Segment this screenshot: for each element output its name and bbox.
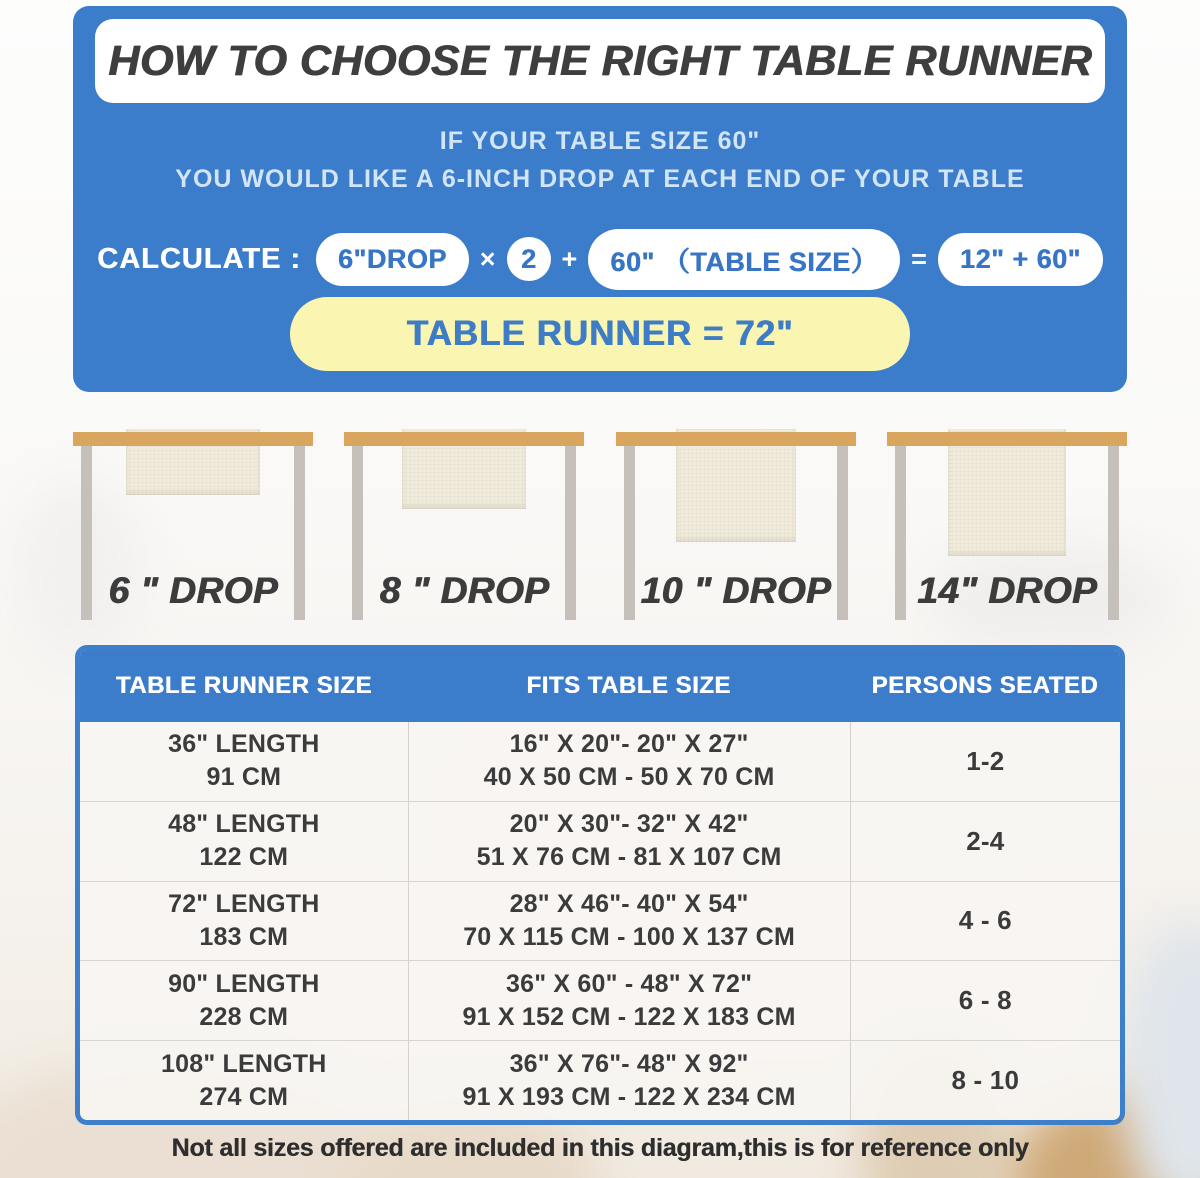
runner-size-cm: 274 CM (199, 1082, 289, 1111)
runner-size-cm: 228 CM (199, 1002, 289, 1031)
table-size-pill: 60" （TABLE SIZE） (588, 229, 900, 290)
runner-size-cm: 91 CM (206, 763, 282, 792)
tabletop (887, 432, 1127, 446)
runner-size-cell (80, 1041, 408, 1120)
persons-seated-cell: 4 - 6 (850, 882, 1120, 961)
tabletop (616, 432, 856, 446)
fits-size-cm: 91 X 152 CM - 122 X 183 CM (462, 1002, 796, 1031)
runner-size-cm: 183 CM (199, 922, 289, 951)
table-row (80, 801, 1120, 881)
page-title: HOW TO CHOOSE THE RIGHT TABLE RUNNER (108, 36, 1092, 85)
tabletop (73, 432, 313, 446)
result-pill: TABLE RUNNER = 72" (290, 297, 910, 371)
drop-figure-10in (616, 398, 856, 638)
drop-figure-8in (344, 398, 584, 638)
plus-operator: + (561, 243, 578, 274)
times-operator: × (479, 243, 496, 274)
sum-pill: 12" + 60" (938, 233, 1103, 286)
disclaimer-note: Not all sizes offered are included in this diagram,this is for reference only (171, 1134, 1029, 1162)
table-row (80, 722, 1120, 801)
fits-size-cm: 40 X 50 CM - 50 X 70 CM (483, 763, 775, 792)
table-body (80, 722, 1120, 1120)
fits-size-inches: 36" X 60" - 48" X 72" (505, 969, 753, 998)
fits-size-cm: 91 X 193 CM - 122 X 234 CM (462, 1082, 796, 1111)
fits-table-size-cell (408, 882, 850, 961)
fits-table-size-cell (408, 961, 850, 1040)
column-header-runner-size: TABLE RUNNER SIZE (115, 672, 372, 699)
fits-table-size-cell (408, 722, 850, 801)
runner-size-inches: 90" LENGTH (168, 969, 320, 998)
drop-figure-14in (887, 398, 1127, 638)
column-header-persons-seated: PERSONS SEATED (871, 672, 1099, 699)
drop-label: 8 " DROP (379, 570, 550, 611)
size-chart-table (75, 645, 1125, 1125)
tabletop (344, 432, 584, 446)
subtitle (73, 122, 1127, 198)
drop-figure-6in (73, 398, 313, 638)
fits-table-size-cell (408, 1041, 850, 1120)
header-banner (73, 6, 1127, 392)
runner-size-inches: 108" LENGTH (161, 1049, 327, 1078)
drop-value-pill: 6"DROP (316, 233, 469, 286)
persons-seated-cell: 2-4 (850, 802, 1120, 881)
runner-size-cell (80, 961, 408, 1040)
fits-size-cm: 70 X 115 CM - 100 X 137 CM (463, 922, 795, 951)
persons-seated-cell: 1-2 (850, 722, 1120, 801)
subtitle-line-1: IF YOUR TABLE SIZE 60" (439, 127, 761, 155)
persons-seated-cell: 6 - 8 (850, 961, 1120, 1040)
runner-size-cell (80, 882, 408, 961)
fits-size-inches: 16" X 20"- 20" X 27" (509, 730, 749, 759)
drop-label: 6 " DROP (108, 570, 278, 611)
fits-table-size-cell (408, 802, 850, 881)
runner-size-inches: 48" LENGTH (168, 810, 320, 839)
table-row (80, 881, 1120, 961)
fits-size-inches: 20" X 30"- 32" X 42" (509, 810, 749, 839)
fits-size-cm: 51 X 76 CM - 81 X 107 CM (476, 843, 782, 872)
table-row (80, 1040, 1120, 1120)
table-header-row (80, 650, 1120, 722)
equals-operator: = (911, 243, 927, 274)
title-box (95, 19, 1105, 103)
runner-size-cell (80, 802, 408, 881)
runner-size-inches: 72" LENGTH (168, 889, 320, 918)
subtitle-line-2: YOU WOULD LIKE A 6-INCH DROP AT EACH END OF YOUR TABLE (175, 165, 1025, 193)
runner-cloth (948, 429, 1066, 556)
table-row (80, 960, 1120, 1040)
runner-size-cm: 122 CM (199, 843, 289, 872)
persons-seated-cell: 8 - 10 (850, 1041, 1120, 1120)
drop-label: 14" DROP (917, 570, 1097, 611)
multiplier-circle: 2 (507, 237, 551, 281)
calculation-row (73, 230, 1127, 288)
drop-figures-row (73, 398, 1127, 638)
column-header-fits-table-size: FITS TABLE SIZE (526, 672, 731, 699)
runner-size-inches: 36" LENGTH (168, 730, 320, 759)
fits-size-inches: 28" X 46"- 40" X 54" (509, 889, 749, 918)
runner-size-cell (80, 722, 408, 801)
calculate-label: CALCULATE : (97, 242, 301, 275)
fits-size-inches: 36" X 76"- 48" X 92" (509, 1049, 749, 1078)
drop-label: 10 " DROP (640, 570, 831, 611)
